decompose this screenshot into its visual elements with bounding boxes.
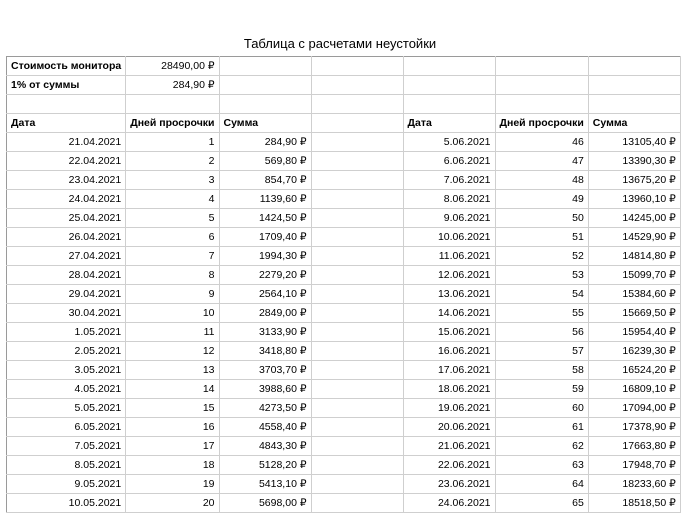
table-row bbox=[7, 209, 681, 228]
table-row bbox=[7, 494, 681, 513]
empty-cell[interactable] bbox=[311, 95, 403, 114]
left-sum-cell[interactable]: 1139,60 ₽ bbox=[219, 190, 311, 209]
left-date-cell[interactable]: 29.04.2021 bbox=[7, 285, 126, 304]
table-row bbox=[7, 171, 681, 190]
empty-cell[interactable] bbox=[403, 95, 495, 114]
table-row bbox=[7, 228, 681, 247]
right-days-cell[interactable]: 61 bbox=[495, 418, 588, 437]
empty-cell[interactable] bbox=[311, 304, 403, 323]
left-sum-cell[interactable]: 5128,20 ₽ bbox=[219, 456, 311, 475]
left-days-cell[interactable]: 3 bbox=[126, 171, 219, 190]
left-date-cell[interactable]: 23.04.2021 bbox=[7, 171, 126, 190]
right-date-cell[interactable]: 18.06.2021 bbox=[403, 380, 495, 399]
left-date-cell[interactable]: 5.05.2021 bbox=[7, 399, 126, 418]
table-row bbox=[7, 285, 681, 304]
left-sum-cell[interactable]: 2849,00 ₽ bbox=[219, 304, 311, 323]
left-days-cell[interactable]: 5 bbox=[126, 209, 219, 228]
table-row bbox=[7, 323, 681, 342]
left-days-cell[interactable]: 1 bbox=[126, 133, 219, 152]
empty-cell[interactable] bbox=[311, 418, 403, 437]
table-row bbox=[7, 380, 681, 399]
right-sum-cell[interactable]: 17948,70 ₽ bbox=[588, 456, 680, 475]
left-sum-cell[interactable]: 5698,00 ₽ bbox=[219, 494, 311, 513]
left-days-cell[interactable]: 10 bbox=[126, 304, 219, 323]
left-days-cell[interactable]: 13 bbox=[126, 361, 219, 380]
left-days-cell[interactable]: 7 bbox=[126, 247, 219, 266]
percent-label[interactable]: 1% от суммы bbox=[7, 76, 126, 95]
right-date-cell[interactable]: 16.06.2021 bbox=[403, 342, 495, 361]
empty-cell[interactable] bbox=[495, 95, 588, 114]
empty-cell[interactable] bbox=[219, 57, 311, 76]
right-date-cell[interactable]: 23.06.2021 bbox=[403, 475, 495, 494]
header-days-left[interactable]: Дней просрочки bbox=[126, 114, 219, 133]
right-sum-cell[interactable]: 13105,40 ₽ bbox=[588, 133, 680, 152]
right-sum-cell[interactable]: 17094,00 ₽ bbox=[588, 399, 680, 418]
left-sum-cell[interactable]: 2279,20 ₽ bbox=[219, 266, 311, 285]
left-days-cell[interactable]: 16 bbox=[126, 418, 219, 437]
right-sum-cell[interactable]: 15954,40 ₽ bbox=[588, 323, 680, 342]
right-sum-cell[interactable]: 14814,80 ₽ bbox=[588, 247, 680, 266]
right-date-cell[interactable]: 10.06.2021 bbox=[403, 228, 495, 247]
table-row bbox=[7, 437, 681, 456]
table-row bbox=[7, 399, 681, 418]
left-date-cell[interactable]: 24.04.2021 bbox=[7, 190, 126, 209]
right-days-cell[interactable]: 62 bbox=[495, 437, 588, 456]
left-days-cell[interactable]: 18 bbox=[126, 456, 219, 475]
right-sum-cell[interactable]: 13675,20 ₽ bbox=[588, 171, 680, 190]
table-row bbox=[7, 190, 681, 209]
left-sum-cell[interactable]: 3418,80 ₽ bbox=[219, 342, 311, 361]
right-sum-cell[interactable]: 15099,70 ₽ bbox=[588, 266, 680, 285]
left-days-cell[interactable]: 14 bbox=[126, 380, 219, 399]
right-date-cell[interactable]: 8.06.2021 bbox=[403, 190, 495, 209]
empty-cell[interactable] bbox=[311, 171, 403, 190]
right-days-cell[interactable]: 46 bbox=[495, 133, 588, 152]
percent-row bbox=[7, 76, 681, 95]
left-sum-cell[interactable]: 5413,10 ₽ bbox=[219, 475, 311, 494]
empty-cell[interactable] bbox=[403, 76, 495, 95]
right-sum-cell[interactable]: 16524,20 ₽ bbox=[588, 361, 680, 380]
left-date-cell[interactable]: 27.04.2021 bbox=[7, 247, 126, 266]
right-sum-cell[interactable]: 17378,90 ₽ bbox=[588, 418, 680, 437]
cost-row bbox=[7, 57, 681, 76]
right-date-cell[interactable]: 21.06.2021 bbox=[403, 437, 495, 456]
empty-cell[interactable] bbox=[311, 76, 403, 95]
right-date-cell[interactable]: 17.06.2021 bbox=[403, 361, 495, 380]
empty-cell[interactable] bbox=[311, 209, 403, 228]
left-days-cell[interactable]: 11 bbox=[126, 323, 219, 342]
right-days-cell[interactable]: 54 bbox=[495, 285, 588, 304]
right-days-cell[interactable]: 51 bbox=[495, 228, 588, 247]
left-date-cell[interactable]: 22.04.2021 bbox=[7, 152, 126, 171]
blank-row bbox=[7, 95, 681, 114]
right-date-cell[interactable]: 12.06.2021 bbox=[403, 266, 495, 285]
right-days-cell[interactable]: 63 bbox=[495, 456, 588, 475]
left-date-cell[interactable]: 6.05.2021 bbox=[7, 418, 126, 437]
empty-cell[interactable] bbox=[311, 399, 403, 418]
header-sum-left[interactable]: Сумма bbox=[219, 114, 311, 133]
empty-cell[interactable] bbox=[311, 114, 403, 133]
right-sum-cell[interactable]: 18518,50 ₽ bbox=[588, 494, 680, 513]
left-sum-cell[interactable]: 4843,30 ₽ bbox=[219, 437, 311, 456]
right-sum-cell[interactable]: 13960,10 ₽ bbox=[588, 190, 680, 209]
right-days-cell[interactable]: 60 bbox=[495, 399, 588, 418]
cost-value[interactable]: 28490,00 ₽ bbox=[126, 57, 219, 76]
left-sum-cell[interactable]: 4273,50 ₽ bbox=[219, 399, 311, 418]
left-date-cell[interactable]: 3.05.2021 bbox=[7, 361, 126, 380]
left-sum-cell[interactable]: 1424,50 ₽ bbox=[219, 209, 311, 228]
left-date-cell[interactable]: 8.05.2021 bbox=[7, 456, 126, 475]
empty-cell[interactable] bbox=[588, 76, 680, 95]
left-sum-cell[interactable]: 4558,40 ₽ bbox=[219, 418, 311, 437]
left-date-cell[interactable]: 4.05.2021 bbox=[7, 380, 126, 399]
left-sum-cell[interactable]: 1994,30 ₽ bbox=[219, 247, 311, 266]
right-days-cell[interactable]: 50 bbox=[495, 209, 588, 228]
left-days-cell[interactable]: 20 bbox=[126, 494, 219, 513]
empty-cell[interactable] bbox=[495, 57, 588, 76]
left-sum-cell[interactable]: 3703,70 ₽ bbox=[219, 361, 311, 380]
left-date-cell[interactable]: 7.05.2021 bbox=[7, 437, 126, 456]
right-days-cell[interactable]: 64 bbox=[495, 475, 588, 494]
left-date-cell[interactable]: 30.04.2021 bbox=[7, 304, 126, 323]
left-date-cell[interactable]: 26.04.2021 bbox=[7, 228, 126, 247]
empty-cell[interactable] bbox=[403, 57, 495, 76]
empty-cell[interactable] bbox=[588, 57, 680, 76]
right-date-cell[interactable]: 15.06.2021 bbox=[403, 323, 495, 342]
cost-label[interactable]: Стоимость монитора bbox=[7, 57, 126, 76]
empty-cell[interactable] bbox=[311, 247, 403, 266]
right-days-cell[interactable]: 59 bbox=[495, 380, 588, 399]
table-row bbox=[7, 133, 681, 152]
left-sum-cell[interactable]: 284,90 ₽ bbox=[219, 133, 311, 152]
right-days-cell[interactable]: 56 bbox=[495, 323, 588, 342]
empty-cell[interactable] bbox=[495, 76, 588, 95]
table-row bbox=[7, 247, 681, 266]
left-days-cell[interactable]: 2 bbox=[126, 152, 219, 171]
right-days-cell[interactable]: 55 bbox=[495, 304, 588, 323]
table-row bbox=[7, 456, 681, 475]
table-row bbox=[7, 418, 681, 437]
empty-cell[interactable] bbox=[219, 95, 311, 114]
empty-cell[interactable] bbox=[311, 152, 403, 171]
empty-cell[interactable] bbox=[311, 57, 403, 76]
right-sum-cell[interactable]: 13390,30 ₽ bbox=[588, 152, 680, 171]
empty-cell[interactable] bbox=[588, 95, 680, 114]
left-date-cell[interactable]: 25.04.2021 bbox=[7, 209, 126, 228]
right-sum-cell[interactable]: 16809,10 ₽ bbox=[588, 380, 680, 399]
left-date-cell[interactable]: 28.04.2021 bbox=[7, 266, 126, 285]
table-row bbox=[7, 152, 681, 171]
left-days-cell[interactable]: 6 bbox=[126, 228, 219, 247]
left-date-cell[interactable]: 2.05.2021 bbox=[7, 342, 126, 361]
right-date-cell[interactable]: 24.06.2021 bbox=[403, 494, 495, 513]
left-date-cell[interactable]: 9.05.2021 bbox=[7, 475, 126, 494]
empty-cell[interactable] bbox=[311, 437, 403, 456]
left-sum-cell[interactable]: 569,80 ₽ bbox=[219, 152, 311, 171]
header-date-left[interactable]: Дата bbox=[7, 114, 126, 133]
left-days-cell[interactable]: 4 bbox=[126, 190, 219, 209]
right-date-cell[interactable]: 6.06.2021 bbox=[403, 152, 495, 171]
right-sum-cell[interactable]: 14245,00 ₽ bbox=[588, 209, 680, 228]
left-sum-cell[interactable]: 3988,60 ₽ bbox=[219, 380, 311, 399]
header-date-right[interactable]: Дата bbox=[403, 114, 495, 133]
empty-cell[interactable] bbox=[311, 190, 403, 209]
percent-value[interactable]: 284,90 ₽ bbox=[126, 76, 219, 95]
table-row bbox=[7, 475, 681, 494]
empty-cell[interactable] bbox=[311, 361, 403, 380]
empty-cell[interactable] bbox=[311, 266, 403, 285]
right-date-cell[interactable]: 13.06.2021 bbox=[403, 285, 495, 304]
right-days-cell[interactable]: 58 bbox=[495, 361, 588, 380]
right-sum-cell[interactable]: 18233,60 ₽ bbox=[588, 475, 680, 494]
right-days-cell[interactable]: 47 bbox=[495, 152, 588, 171]
empty-cell[interactable] bbox=[311, 133, 403, 152]
left-sum-cell[interactable]: 3133,90 ₽ bbox=[219, 323, 311, 342]
left-date-cell[interactable]: 21.04.2021 bbox=[7, 133, 126, 152]
left-days-cell[interactable]: 9 bbox=[126, 285, 219, 304]
right-sum-cell[interactable]: 14529,90 ₽ bbox=[588, 228, 680, 247]
left-days-cell[interactable]: 8 bbox=[126, 266, 219, 285]
empty-cell[interactable] bbox=[7, 95, 126, 114]
left-sum-cell[interactable]: 2564,10 ₽ bbox=[219, 285, 311, 304]
empty-cell[interactable] bbox=[311, 342, 403, 361]
right-days-cell[interactable]: 57 bbox=[495, 342, 588, 361]
left-sum-cell[interactable]: 854,70 ₽ bbox=[219, 171, 311, 190]
header-row bbox=[7, 114, 681, 133]
empty-cell[interactable] bbox=[311, 380, 403, 399]
left-date-cell[interactable]: 1.05.2021 bbox=[7, 323, 126, 342]
empty-cell[interactable] bbox=[126, 95, 219, 114]
left-days-cell[interactable]: 17 bbox=[126, 437, 219, 456]
right-date-cell[interactable]: 5.06.2021 bbox=[403, 133, 495, 152]
empty-cell[interactable] bbox=[311, 494, 403, 513]
left-date-cell[interactable]: 10.05.2021 bbox=[7, 494, 126, 513]
penalty-table bbox=[6, 56, 681, 513]
table-row bbox=[7, 304, 681, 323]
right-sum-cell[interactable]: 17663,80 ₽ bbox=[588, 437, 680, 456]
empty-cell[interactable] bbox=[311, 285, 403, 304]
left-days-cell[interactable]: 12 bbox=[126, 342, 219, 361]
table-row bbox=[7, 266, 681, 285]
empty-cell[interactable] bbox=[219, 76, 311, 95]
left-sum-cell[interactable]: 1709,40 ₽ bbox=[219, 228, 311, 247]
header-sum-right[interactable]: Сумма bbox=[588, 114, 680, 133]
empty-cell[interactable] bbox=[311, 456, 403, 475]
table-row bbox=[7, 342, 681, 361]
right-days-cell[interactable]: 65 bbox=[495, 494, 588, 513]
right-date-cell[interactable]: 20.06.2021 bbox=[403, 418, 495, 437]
right-days-cell[interactable]: 52 bbox=[495, 247, 588, 266]
right-sum-cell[interactable]: 15384,60 ₽ bbox=[588, 285, 680, 304]
right-date-cell[interactable]: 19.06.2021 bbox=[403, 399, 495, 418]
right-days-cell[interactable]: 49 bbox=[495, 190, 588, 209]
right-date-cell[interactable]: 14.06.2021 bbox=[403, 304, 495, 323]
empty-cell[interactable] bbox=[311, 228, 403, 247]
right-date-cell[interactable]: 11.06.2021 bbox=[403, 247, 495, 266]
right-days-cell[interactable]: 53 bbox=[495, 266, 588, 285]
table-row bbox=[7, 361, 681, 380]
left-days-cell[interactable]: 15 bbox=[126, 399, 219, 418]
left-days-cell[interactable]: 19 bbox=[126, 475, 219, 494]
table-body bbox=[7, 57, 681, 513]
right-date-cell[interactable]: 22.06.2021 bbox=[403, 456, 495, 475]
empty-cell[interactable] bbox=[311, 323, 403, 342]
right-date-cell[interactable]: 9.06.2021 bbox=[403, 209, 495, 228]
right-sum-cell[interactable]: 15669,50 ₽ bbox=[588, 304, 680, 323]
right-days-cell[interactable]: 48 bbox=[495, 171, 588, 190]
right-sum-cell[interactable]: 16239,30 ₽ bbox=[588, 342, 680, 361]
header-days-right[interactable]: Дней просрочки bbox=[495, 114, 588, 133]
sheet-title: Таблица с расчетами неустойки bbox=[243, 36, 437, 51]
empty-cell[interactable] bbox=[311, 475, 403, 494]
right-date-cell[interactable]: 7.06.2021 bbox=[403, 171, 495, 190]
